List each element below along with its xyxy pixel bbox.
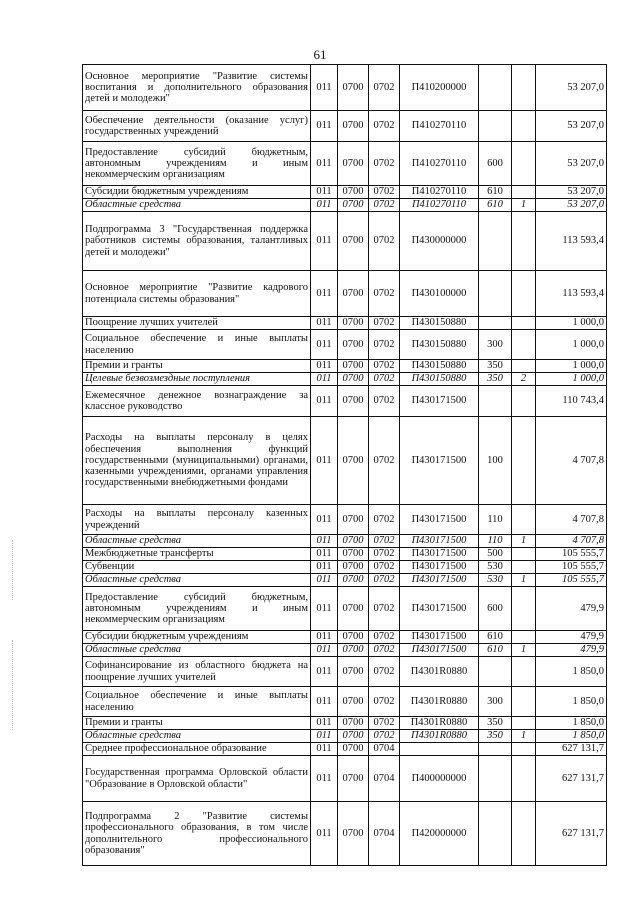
section-code: 0700 (338, 561, 369, 574)
table-row (83, 802, 607, 866)
fund-code (512, 317, 536, 330)
target-article-code: П4301R0880 (400, 717, 479, 730)
target-article-code: П430171500 (400, 548, 479, 561)
target-article-code: П430100000 (400, 271, 479, 317)
subsection-code: 0702 (369, 730, 400, 743)
row-name: Областные средства (83, 644, 311, 657)
section-code: 0700 (338, 317, 369, 330)
row-name: Государственная программа Орловской области "Образование в Орловской области" (83, 756, 311, 802)
row-name: Поощрение лучших учителей (83, 317, 311, 330)
amount: 53 207,0 (536, 186, 607, 199)
table-row (83, 687, 607, 717)
target-article-code: П430171500 (400, 386, 479, 417)
row-name: Межбюджетные трансферты (83, 548, 311, 561)
table-row (83, 505, 607, 535)
table-row (83, 373, 607, 386)
fund-code: 1 (512, 644, 536, 657)
subsection-code: 0702 (369, 212, 400, 271)
row-name: Основное мероприятие "Развитие системы воспитания и дополнительного образования детей и молодежи" (83, 65, 311, 111)
ministry-code: 011 (311, 657, 338, 687)
subsection-code: 0702 (369, 271, 400, 317)
subsection-code: 0702 (369, 360, 400, 373)
table-row (83, 644, 607, 657)
ministry-code: 011 (311, 373, 338, 386)
amount: 105 555,7 (536, 548, 607, 561)
table-row (83, 65, 607, 111)
amount: 627 131,7 (536, 802, 607, 866)
amount: 1 000,0 (536, 373, 607, 386)
row-name: Расходы на выплаты персоналу казенных учреждений (83, 505, 311, 535)
amount: 627 131,7 (536, 743, 607, 756)
amount: 4 707,8 (536, 535, 607, 548)
table-row (83, 587, 607, 631)
ministry-code: 011 (311, 548, 338, 561)
table-row (83, 417, 607, 505)
target-article-code: П4301R0880 (400, 687, 479, 717)
subsection-code: 0704 (369, 756, 400, 802)
fund-code (512, 561, 536, 574)
amount: 1 000,0 (536, 330, 607, 360)
amount: 105 555,7 (536, 561, 607, 574)
subsection-code: 0702 (369, 535, 400, 548)
fund-code (512, 687, 536, 717)
section-code: 0700 (338, 587, 369, 631)
fund-code (512, 111, 536, 142)
ministry-code: 011 (311, 186, 338, 199)
row-name: Областные средства (83, 199, 311, 212)
row-name: Обеспечение деятельности (оказание услуг) государственных учреждений (83, 111, 311, 142)
target-article-code: П4301R0880 (400, 657, 479, 687)
amount: 1 850,0 (536, 717, 607, 730)
target-article-code (400, 743, 479, 756)
subsection-code: 0702 (369, 687, 400, 717)
ministry-code: 011 (311, 802, 338, 866)
ministry-code: 011 (311, 535, 338, 548)
subsection-code: 0702 (369, 373, 400, 386)
fund-code (512, 142, 536, 186)
section-code: 0700 (338, 687, 369, 717)
expense-type-code (479, 743, 512, 756)
target-article-code: П430150880 (400, 360, 479, 373)
ministry-code: 011 (311, 386, 338, 417)
subsection-code: 0702 (369, 644, 400, 657)
amount: 113 593,4 (536, 212, 607, 271)
section-code: 0700 (338, 386, 369, 417)
ministry-code: 011 (311, 199, 338, 212)
table-row (83, 561, 607, 574)
target-article-code: П420000000 (400, 802, 479, 866)
target-article-code: П430171500 (400, 535, 479, 548)
amount: 4 707,8 (536, 505, 607, 535)
table-row (83, 730, 607, 743)
ministry-code: 011 (311, 65, 338, 111)
section-code: 0700 (338, 417, 369, 505)
expense-type-code: 350 (479, 730, 512, 743)
amount: 53 207,0 (536, 111, 607, 142)
fund-code (512, 802, 536, 866)
section-code: 0700 (338, 271, 369, 317)
section-code: 0700 (338, 631, 369, 644)
ministry-code: 011 (311, 417, 338, 505)
expense-type-code: 530 (479, 574, 512, 587)
target-article-code: П430171500 (400, 574, 479, 587)
section-code: 0700 (338, 756, 369, 802)
table-row (83, 535, 607, 548)
ministry-code: 011 (311, 505, 338, 535)
table-row (83, 186, 607, 199)
target-article-code: П430171500 (400, 505, 479, 535)
row-name: Субвенции (83, 561, 311, 574)
subsection-code: 0702 (369, 111, 400, 142)
section-code: 0700 (338, 730, 369, 743)
ministry-code: 011 (311, 317, 338, 330)
budget-table (82, 64, 607, 866)
fund-code (512, 743, 536, 756)
section-code: 0700 (338, 535, 369, 548)
expense-type-code: 350 (479, 373, 512, 386)
row-name: Областные средства (83, 574, 311, 587)
target-article-code: П410200000 (400, 65, 479, 111)
expense-type-code: 300 (479, 687, 512, 717)
table-row (83, 360, 607, 373)
ministry-code: 011 (311, 212, 338, 271)
row-name: Подпрограмма 3 "Государственная поддержка работников системы образования, талантливых детей и молодежи" (83, 212, 311, 271)
fund-code (512, 65, 536, 111)
table-row (83, 548, 607, 561)
section-code: 0700 (338, 142, 369, 186)
subsection-code: 0702 (369, 186, 400, 199)
table-row (83, 386, 607, 417)
fund-code: 1 (512, 199, 536, 212)
expense-type-code: 350 (479, 717, 512, 730)
ministry-code: 011 (311, 574, 338, 587)
fund-code (512, 271, 536, 317)
section-code: 0700 (338, 505, 369, 535)
amount: 1 850,0 (536, 687, 607, 717)
amount: 105 555,7 (536, 574, 607, 587)
expense-type-code: 300 (479, 330, 512, 360)
ministry-code: 011 (311, 142, 338, 186)
ministry-code: 011 (311, 587, 338, 631)
ministry-code: 011 (311, 561, 338, 574)
expense-type-code (479, 65, 512, 111)
section-code: 0700 (338, 360, 369, 373)
target-article-code: П430171500 (400, 587, 479, 631)
section-code: 0700 (338, 644, 369, 657)
amount: 1 850,0 (536, 730, 607, 743)
expense-type-code: 610 (479, 631, 512, 644)
table-row (83, 212, 607, 271)
target-article-code: П430150880 (400, 373, 479, 386)
target-article-code: П430150880 (400, 330, 479, 360)
fund-code: 1 (512, 574, 536, 587)
margin-mark (12, 540, 14, 600)
row-name: Социальное обеспечение и иные выплаты населению (83, 687, 311, 717)
row-name: Социальное обеспечение и иные выплаты населению (83, 330, 311, 360)
expense-type-code (479, 756, 512, 802)
table-row (83, 631, 607, 644)
fund-code (512, 417, 536, 505)
fund-code (512, 360, 536, 373)
amount: 53 207,0 (536, 65, 607, 111)
expense-type-code (479, 317, 512, 330)
table-row (83, 142, 607, 186)
expense-type-code (479, 212, 512, 271)
amount: 627 131,7 (536, 756, 607, 802)
section-code: 0700 (338, 212, 369, 271)
subsection-code: 0702 (369, 717, 400, 730)
target-article-code: П400000000 (400, 756, 479, 802)
margin-mark (12, 640, 14, 730)
expense-type-code (479, 271, 512, 317)
row-name: Субсидии бюджетным учреждениям (83, 631, 311, 644)
row-name: Предоставление субсидий бюджетным, автономным учреждениям и иным некоммерческим организациям (83, 142, 311, 186)
expense-type-code (479, 111, 512, 142)
ministry-code: 011 (311, 717, 338, 730)
target-article-code: П4301R0880 (400, 730, 479, 743)
section-code: 0700 (338, 199, 369, 212)
expense-type-code: 610 (479, 644, 512, 657)
expense-type-code: 110 (479, 535, 512, 548)
subsection-code: 0702 (369, 417, 400, 505)
target-article-code: П430171500 (400, 644, 479, 657)
target-article-code: П430171500 (400, 631, 479, 644)
subsection-code: 0704 (369, 802, 400, 866)
ministry-code: 011 (311, 756, 338, 802)
ministry-code: 011 (311, 730, 338, 743)
amount: 479,9 (536, 587, 607, 631)
target-article-code: П410270110 (400, 199, 479, 212)
amount: 1 000,0 (536, 317, 607, 330)
section-code: 0700 (338, 373, 369, 386)
expense-type-code: 350 (479, 360, 512, 373)
row-name: Расходы на выплаты персоналу в целях обеспечения выполнения функций государственными (муниципальными) органами, казенными учреждениями, органами управления государственными внебюджетными фондами (83, 417, 311, 505)
row-name: Софинансирование из областного бюджета на поощрение лучших учителей (83, 657, 311, 687)
subsection-code: 0702 (369, 386, 400, 417)
fund-code (512, 657, 536, 687)
amount: 113 593,4 (536, 271, 607, 317)
fund-code (512, 505, 536, 535)
subsection-code: 0702 (369, 548, 400, 561)
amount: 479,9 (536, 644, 607, 657)
fund-code: 2 (512, 373, 536, 386)
row-name: Премии и гранты (83, 360, 311, 373)
fund-code (512, 212, 536, 271)
section-code: 0700 (338, 186, 369, 199)
target-article-code: П430171500 (400, 561, 479, 574)
table-body (83, 65, 607, 866)
subsection-code: 0702 (369, 574, 400, 587)
section-code: 0700 (338, 574, 369, 587)
row-name: Предоставление субсидий бюджетным, автономным учреждениям и иным некоммерческим организациям (83, 587, 311, 631)
subsection-code: 0702 (369, 199, 400, 212)
section-code: 0700 (338, 802, 369, 866)
table-row (83, 743, 607, 756)
row-name: Среднее профессиональное образование (83, 743, 311, 756)
amount: 4 707,8 (536, 417, 607, 505)
ministry-code: 011 (311, 271, 338, 317)
section-code: 0700 (338, 65, 369, 111)
expense-type-code: 500 (479, 548, 512, 561)
subsection-code: 0702 (369, 587, 400, 631)
expense-type-code (479, 386, 512, 417)
row-name: Целевые безвозмездные поступления (83, 373, 311, 386)
table-row (83, 271, 607, 317)
table-row (83, 317, 607, 330)
row-name: Премии и гранты (83, 717, 311, 730)
expense-type-code: 610 (479, 199, 512, 212)
page-number: 61 (313, 47, 327, 62)
target-article-code: П430150880 (400, 317, 479, 330)
target-article-code: П410270110 (400, 186, 479, 199)
amount: 479,9 (536, 631, 607, 644)
table-row (83, 657, 607, 687)
target-article-code: П430171500 (400, 417, 479, 505)
expense-type-code (479, 657, 512, 687)
subsection-code: 0702 (369, 65, 400, 111)
fund-code (512, 631, 536, 644)
amount: 1 000,0 (536, 360, 607, 373)
amount: 53 207,0 (536, 199, 607, 212)
expense-type-code: 610 (479, 186, 512, 199)
subsection-code: 0702 (369, 330, 400, 360)
fund-code (512, 756, 536, 802)
row-name: Подпрограмма 2 "Развитие системы профессионального образования, в том числе дополнительного профессионального образования" (83, 802, 311, 866)
section-code: 0700 (338, 330, 369, 360)
table-row (83, 330, 607, 360)
table-row (83, 756, 607, 802)
subsection-code: 0704 (369, 743, 400, 756)
target-article-code: П410270110 (400, 111, 479, 142)
ministry-code: 011 (311, 687, 338, 717)
ministry-code: 011 (311, 111, 338, 142)
fund-code (512, 330, 536, 360)
section-code: 0700 (338, 717, 369, 730)
expense-type-code (479, 802, 512, 866)
subsection-code: 0702 (369, 505, 400, 535)
expense-type-code: 600 (479, 142, 512, 186)
row-name: Основное мероприятие "Развитие кадрового потенциала системы образования" (83, 271, 311, 317)
section-code: 0700 (338, 657, 369, 687)
subsection-code: 0702 (369, 317, 400, 330)
ministry-code: 011 (311, 743, 338, 756)
row-name: Областные средства (83, 730, 311, 743)
expense-type-code: 110 (479, 505, 512, 535)
subsection-code: 0702 (369, 142, 400, 186)
subsection-code: 0702 (369, 631, 400, 644)
section-code: 0700 (338, 548, 369, 561)
expense-type-code: 600 (479, 587, 512, 631)
fund-code (512, 587, 536, 631)
fund-code (512, 548, 536, 561)
row-name: Ежемесячное денежное вознаграждение за классное руководство (83, 386, 311, 417)
section-code: 0700 (338, 111, 369, 142)
row-name: Субсидии бюджетным учреждениям (83, 186, 311, 199)
ministry-code: 011 (311, 631, 338, 644)
table-row (83, 574, 607, 587)
table-row (83, 199, 607, 212)
fund-code (512, 186, 536, 199)
amount: 110 743,4 (536, 386, 607, 417)
table-row (83, 111, 607, 142)
ministry-code: 011 (311, 644, 338, 657)
subsection-code: 0702 (369, 561, 400, 574)
subsection-code: 0702 (369, 657, 400, 687)
table-row (83, 717, 607, 730)
ministry-code: 011 (311, 330, 338, 360)
amount: 53 207,0 (536, 142, 607, 186)
amount: 1 850,0 (536, 657, 607, 687)
target-article-code: П430000000 (400, 212, 479, 271)
fund-code: 1 (512, 535, 536, 548)
ministry-code: 011 (311, 360, 338, 373)
row-name: Областные средства (83, 535, 311, 548)
target-article-code: П410270110 (400, 142, 479, 186)
fund-code (512, 717, 536, 730)
section-code: 0700 (338, 743, 369, 756)
fund-code (512, 386, 536, 417)
expense-type-code: 100 (479, 417, 512, 505)
expense-type-code: 530 (479, 561, 512, 574)
fund-code: 1 (512, 730, 536, 743)
